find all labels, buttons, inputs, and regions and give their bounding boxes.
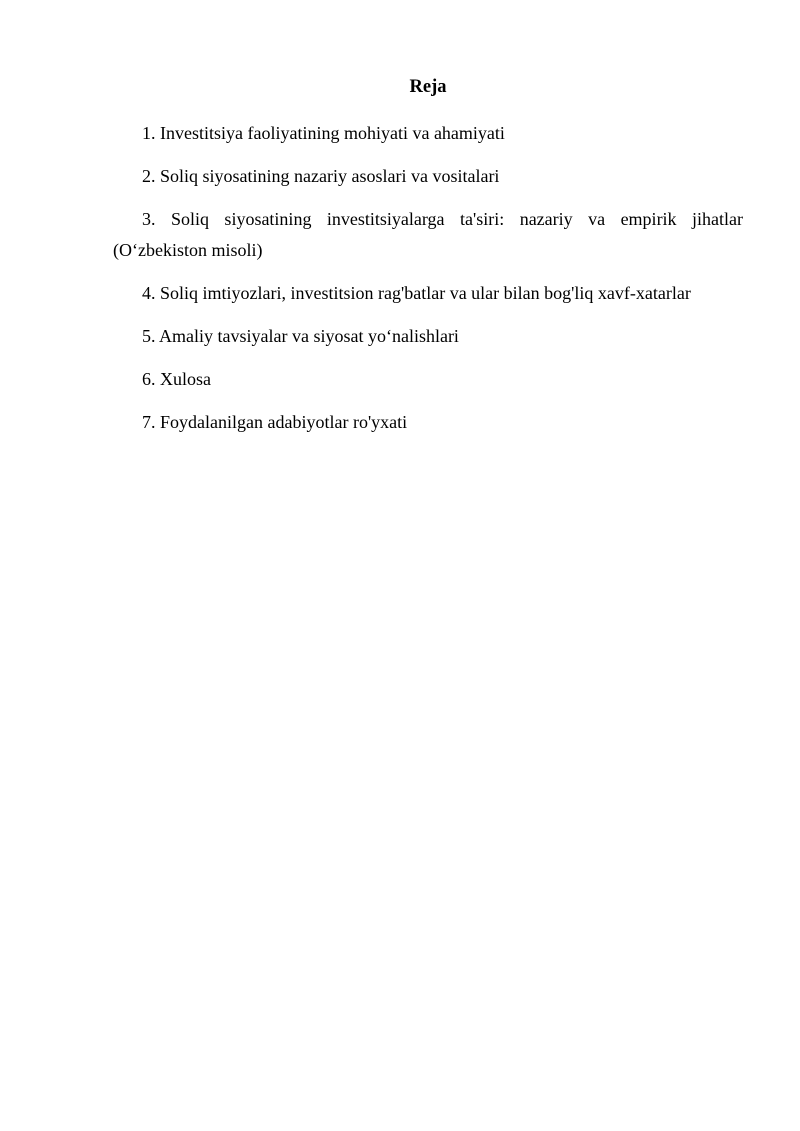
- page-title: Reja: [409, 77, 447, 97]
- plan-item-4: 4. Soliq imtiyozlari, investitsion rag'batlar va ular bilan bog'liq xavf-xatarlar: [142, 283, 691, 303]
- plan-item-5: 5. Amaliy tavsiyalar va siyosat yo‘nalishlari: [142, 326, 459, 346]
- plan-list: [113, 118, 743, 450]
- plan-item-1: 1. Investitsiya faoliyatining mohiyati va ahamiyati: [142, 123, 505, 143]
- plan-item-2: 2. Soliq siyosatining nazariy asoslari va vositalari: [142, 166, 500, 186]
- plan-item-6: 6. Xulosa: [142, 369, 211, 389]
- plan-item-7: 7. Foydalanilgan adabiyotlar ro'yxati: [142, 412, 408, 432]
- plan-item-3: 3. Soliq siyosatining investitsiyalarga ta'siri: nazariy va empirik jihatlar (O‘zbekiston misoli): [113, 209, 743, 260]
